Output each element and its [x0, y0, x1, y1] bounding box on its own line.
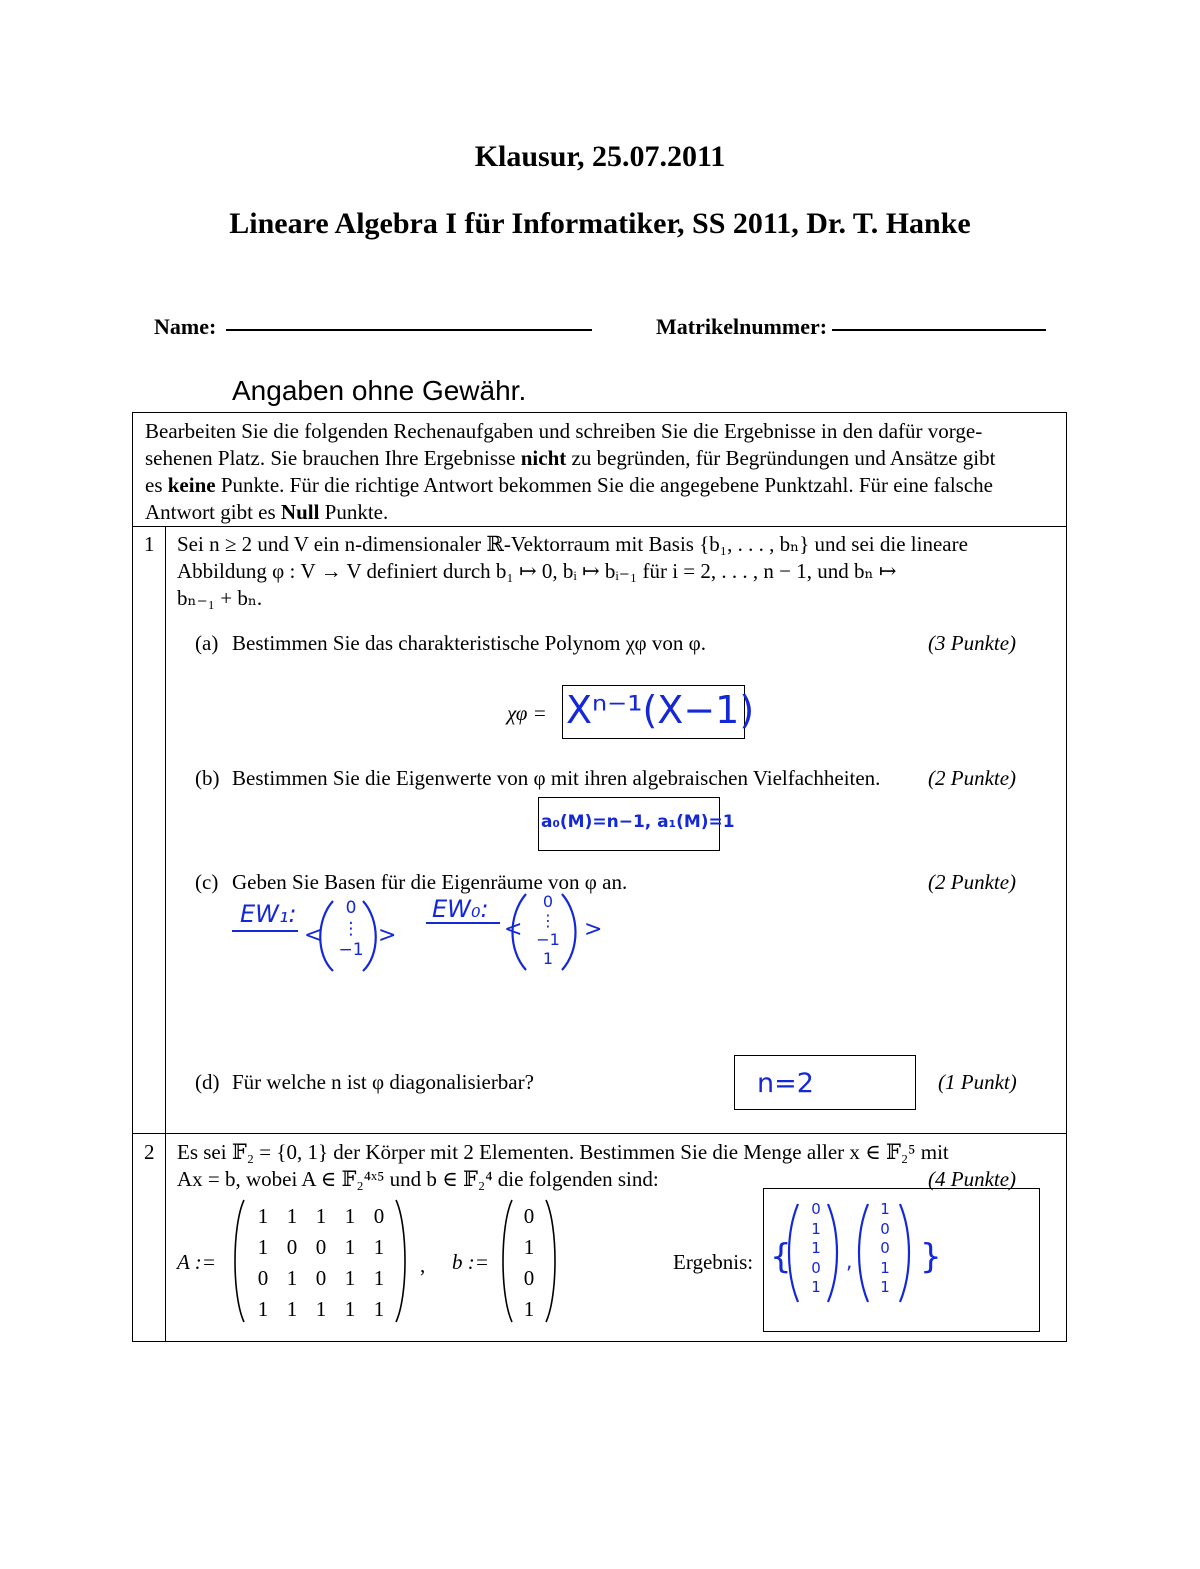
vector-b-cell: 0: [523, 1266, 535, 1290]
matrix-a-cell: 0: [315, 1266, 327, 1290]
hw-vec-entry: 1: [880, 1200, 890, 1218]
hw-vec-entry: 0: [542, 892, 554, 911]
number-column-line: [165, 526, 166, 1341]
instructions: [145, 418, 1055, 526]
instructions-line-2: sehenen Platz. Sie brauchen Ihre Ergebnisse nicht zu begründen, für Begründungen und Ansätze gibt: [145, 446, 996, 470]
matrix-a-cell: 1: [344, 1204, 356, 1228]
hw-vec-entry: 1: [542, 949, 554, 968]
task1c-label: (c): [195, 870, 219, 894]
matrix-a-cell: 0: [286, 1235, 298, 1259]
task1b-label: (b): [195, 766, 220, 790]
result-label: Ergebnis:: [673, 1250, 754, 1274]
hw-vec-entry: 0: [880, 1239, 890, 1257]
matrix-a-cell: 1: [257, 1204, 269, 1228]
matrix-a-cell: 1: [315, 1204, 327, 1228]
matrix-a-cell: 0: [315, 1235, 327, 1259]
task1d-text: Für welche n ist φ diagonalisierbar?: [232, 1070, 534, 1094]
hw-vec-entry: 1: [880, 1258, 890, 1277]
task1b-points: (2 Punkte): [928, 766, 1017, 790]
task1a-handwritten-answer: Xⁿ⁻¹(X−1): [566, 688, 755, 732]
hw-angle-open: <: [304, 923, 323, 948]
task1-line-1: Sei n ≥ 2 und V ein n-dimensionaler ℝ-Vektorraum mit Basis {b₁, . . . , bₙ} und sei die lineare: [177, 532, 968, 556]
hw-vec-entry: −1: [338, 940, 364, 960]
task1b-text: Bestimmen Sie die Eigenwerte von φ mit ihren algebraischen Vielfachheiten.: [232, 766, 881, 790]
task2-line-2: Ax = b, wobei A ∈ 𝔽₂⁴ˣ⁵ und b ∈ 𝔽₂⁴ die folgenden sind:: [177, 1167, 659, 1191]
task2-statement: [177, 1139, 1027, 1193]
hw-vec-entry: 0: [811, 1200, 821, 1218]
task1d-label: (d): [195, 1070, 220, 1094]
task2-number: 2: [144, 1140, 155, 1164]
matrix-bracket-right: [396, 1200, 405, 1322]
task1a-points: (3 Punkte): [928, 631, 1017, 655]
matrix-a-cell: 1: [373, 1297, 385, 1321]
matrix-a-cell: 1: [315, 1297, 327, 1321]
task2-line-1: Es sei 𝔽₂ = {0, 1} der Körper mit 2 Elementen. Bestimmen Sie die Menge aller x ∈ 𝔽₂⁵ mit: [177, 1140, 949, 1164]
task1c-text: Geben Sie Basen für die Eigenräume von φ an.: [232, 870, 628, 894]
hw-paren-right: [900, 1204, 909, 1302]
exam-title: Klausur, 25.07.2011: [474, 140, 726, 173]
task1c-hw-ew1-label: EW₁:: [240, 900, 297, 928]
name-field-line: [226, 329, 592, 331]
divider-instructions: [132, 526, 1067, 527]
hw-brace-close: }: [920, 1237, 942, 1277]
vector-b-cell: 1: [523, 1235, 535, 1259]
task1c-hw-ew0-drawing: [424, 890, 614, 972]
matrix-a-cell: 1: [286, 1204, 298, 1228]
hw-paren-left: [859, 1204, 868, 1302]
hw-vec-entry: 1: [811, 1278, 821, 1296]
vector-b-cell: 1: [523, 1297, 535, 1321]
divider-task2: [132, 1133, 1067, 1134]
hw-brace-open: {: [770, 1237, 792, 1277]
vector-bracket-left: [503, 1200, 512, 1322]
matrix-a-cell: 1: [373, 1235, 385, 1259]
task2-hw-set-drawing: [770, 1198, 950, 1308]
instructions-line-4: Antwort gibt es Null Punkte.: [145, 500, 389, 524]
hw-vec-entry: 1: [880, 1278, 890, 1296]
course-subtitle: Lineare Algebra I für Informatiker, SS 2011, Dr. T. Hanke: [229, 207, 971, 240]
vector-b-cell: 0: [523, 1204, 535, 1228]
hw-vec-entry: 1: [811, 1239, 821, 1257]
hw-vec-entry: 1: [811, 1219, 821, 1238]
hw-vec-entry: −1: [536, 930, 560, 949]
task1a-label: (a): [195, 631, 219, 655]
task1-number: 1: [144, 532, 155, 556]
task1-line-2: Abbildung φ : V → V definiert durch b₁ ↦ 0, bᵢ ↦ bᵢ₋₁ für i = 2, . . . , n − 1, und bₙ ↦: [177, 559, 897, 583]
task1d-handwritten-answer: n=2: [757, 1068, 814, 1099]
matrix-comma: ,: [420, 1253, 426, 1277]
hw-set-comma: ,: [846, 1249, 853, 1273]
hw-vec-entry: 0: [880, 1219, 890, 1238]
hw-angle-close: >: [584, 917, 603, 942]
task1-statement: [177, 531, 1027, 612]
matrikel-label: Matrikelnummer:: [656, 314, 828, 339]
task1a-lhs: χφ =: [507, 701, 547, 725]
matrix-a-cell: 1: [373, 1266, 385, 1290]
matrix-a-cell: 1: [257, 1297, 269, 1321]
task1c-hw-ew1-drawing: [228, 895, 408, 975]
matrix-a-cell: 0: [257, 1266, 269, 1290]
vector-bracket-right: [546, 1200, 555, 1322]
matrikel-field-line: [832, 329, 1046, 331]
task1c-points: (2 Punkte): [928, 870, 1017, 894]
matrix-a-cell: 0: [373, 1204, 385, 1228]
matrix-a-cell: 1: [257, 1235, 269, 1259]
hw-vec-entry: ⋮: [540, 911, 556, 930]
task1-line-3: bₙ₋₁ + bₙ.: [177, 586, 263, 610]
task1d-points: (1 Punkt): [938, 1070, 1017, 1094]
hw-angle-open: <: [504, 917, 523, 942]
name-label: Name:: [154, 314, 217, 339]
task1c-hw-ew0-label: EW₀:: [432, 895, 489, 923]
vector-b-label: b :=: [452, 1250, 489, 1274]
matrix-a-cell: 1: [286, 1297, 298, 1321]
task2-hw-solution-2: [871, 1200, 899, 1298]
matrix-a-cell: 1: [286, 1266, 298, 1290]
matrix-a-cell: 1: [344, 1297, 356, 1321]
matrix-a-cell: 1: [344, 1266, 356, 1290]
instructions-line-1: Bearbeiten Sie die folgenden Rechenaufgaben und schreiben Sie die Ergebnisse in den dafür vorge-: [145, 419, 983, 443]
task1c-hw-ew0-vector: [530, 892, 566, 968]
matrix-bracket-left: [235, 1200, 244, 1322]
instructions-line-3: es keine Punkte. Für die richtige Antwort bekommen Sie die angegebene Punktzahl. Für eine falsche: [145, 473, 993, 497]
matrix-a-cell: 1: [344, 1235, 356, 1259]
hw-vec-entry: ⋮: [342, 919, 360, 939]
hw-vec-entry: 0: [811, 1258, 821, 1277]
task1b-handwritten-answer: a₀(M)=n−1, a₁(M)=1: [541, 812, 735, 832]
disclaimer: Angaben ohne Gewähr.: [232, 375, 527, 406]
hw-angle-close: >: [378, 923, 397, 948]
hw-paren-right: [828, 1204, 837, 1302]
task1a-text: Bestimmen Sie das charakteristische Polynom χφ von φ.: [232, 631, 707, 655]
task2-points: (4 Punkte): [928, 1167, 1017, 1191]
task2-hw-solution-1: [803, 1200, 829, 1298]
matrix-a-label: A :=: [177, 1250, 216, 1274]
task1c-hw-ew1-vector: [333, 898, 369, 961]
hw-vec-entry: 0: [345, 898, 357, 918]
